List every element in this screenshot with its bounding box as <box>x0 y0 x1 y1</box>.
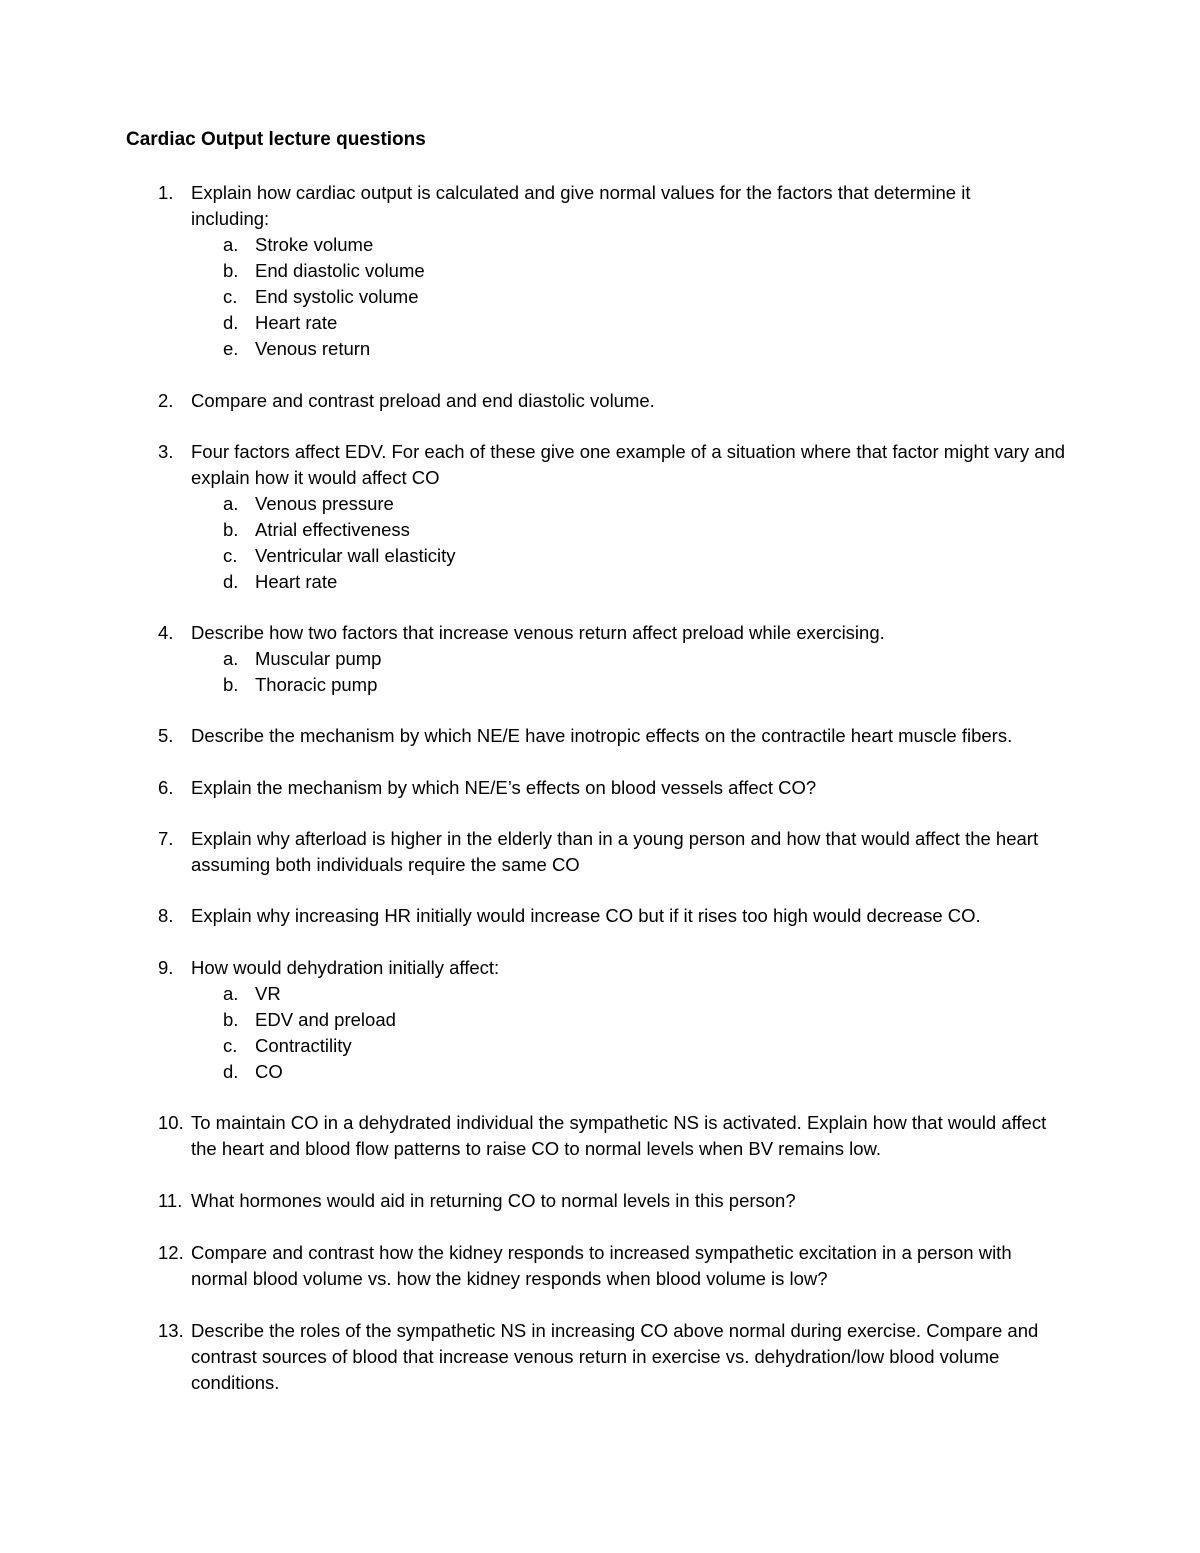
sub-item <box>0 981 1200 1007</box>
sub-item <box>0 336 1200 362</box>
sub-item <box>0 258 1200 284</box>
question-number: 1. <box>158 182 174 203</box>
question-number: 5. <box>158 725 174 746</box>
question-number: 4. <box>158 622 174 643</box>
question-number: 6. <box>158 777 174 798</box>
sub-item-letter: a. <box>223 234 239 255</box>
sub-item-letter: b. <box>223 674 239 695</box>
question-number: 13. <box>158 1320 184 1341</box>
sub-item-letter: a. <box>223 648 239 669</box>
sub-item <box>0 284 1200 310</box>
sub-item-letter: d. <box>223 312 239 333</box>
question-number: 11. <box>158 1190 183 1211</box>
sub-item-text: EDV and preload <box>255 1009 396 1030</box>
sub-item-letter: c. <box>223 286 238 307</box>
sub-item-letter: b. <box>223 519 239 540</box>
question-number: 7. <box>158 828 174 849</box>
question-text: Explain why increasing HR initially would increase CO but if it rises too high would decrease CO. <box>191 905 981 926</box>
question-text: Compare and contrast how the kidney responds to increased sympathetic excitation in a person with normal blood volume vs. how the kidney responds when blood volume is low? <box>191 1242 1012 1289</box>
sub-item-text: Venous pressure <box>255 493 394 514</box>
sub-item <box>0 569 1200 595</box>
sub-item <box>0 543 1200 569</box>
question-number: 9. <box>158 957 174 978</box>
sub-item-letter: b. <box>223 1009 239 1030</box>
question-text: Describe the roles of the sympathetic NS in increasing CO above normal during exercise. Compare and contrast sources of blood that increase venous return in exercise vs. dehydration/low blood volume conditions. <box>191 1320 1039 1393</box>
sub-item-letter: b. <box>223 260 239 281</box>
sub-item-letter: c. <box>223 1035 238 1056</box>
question-number: 12. <box>158 1242 184 1263</box>
question-text: Four factors affect EDV. For each of these give one example of a situation where that factor might vary and explain how it would affect CO <box>191 441 1066 488</box>
sub-item-letter: d. <box>223 1061 239 1082</box>
question-text: Compare and contrast preload and end diastolic volume. <box>191 390 655 411</box>
sub-item-text: Thoracic pump <box>255 674 378 695</box>
question-text: Describe how two factors that increase venous return affect preload while exercising. <box>191 622 885 643</box>
sub-item-text: Muscular pump <box>255 648 382 669</box>
question-text: Explain why afterload is higher in the elderly than in a young person and how that would affect the heart assuming both individuals require the same CO <box>191 828 1039 875</box>
sub-item <box>0 517 1200 543</box>
sub-item <box>0 310 1200 336</box>
sub-item-text: CO <box>255 1061 283 1082</box>
sub-item-text: End systolic volume <box>255 286 419 307</box>
question-text: To maintain CO in a dehydrated individual the sympathetic NS is activated. Explain how that would affect the heart and blood flow patterns to raise CO to normal levels when BV remains low. <box>191 1112 1047 1159</box>
question-number: 10. <box>158 1112 184 1133</box>
sub-item <box>0 1033 1200 1059</box>
question-number: 8. <box>158 905 174 926</box>
sub-item-letter: d. <box>223 571 239 592</box>
question-number: 2. <box>158 390 174 411</box>
sub-item <box>0 232 1200 258</box>
sub-item-letter: c. <box>223 545 238 566</box>
sub-item <box>0 1059 1200 1085</box>
question-number: 3. <box>158 441 174 462</box>
sub-item-text: Contractility <box>255 1035 352 1056</box>
sub-item-letter: a. <box>223 983 239 1004</box>
sub-item-text: Stroke volume <box>255 234 374 255</box>
sub-item <box>0 646 1200 672</box>
question-text: Explain the mechanism by which NE/E’s effects on blood vessels affect CO? <box>191 777 817 798</box>
sub-item-text: Atrial effectiveness <box>255 519 410 540</box>
sub-item-letter: e. <box>223 338 239 359</box>
sub-item <box>0 491 1200 517</box>
question-text: Describe the mechanism by which NE/E have inotropic effects on the contractile heart muscle fibers. <box>191 725 1013 746</box>
question-text: Explain how cardiac output is calculated and give normal values for the factors that determine it including: <box>191 182 971 229</box>
sub-item-letter: a. <box>223 493 239 514</box>
sub-item-text: VR <box>255 983 281 1004</box>
sub-item <box>0 1007 1200 1033</box>
document-title: Cardiac Output lecture questions <box>126 129 426 150</box>
sub-item-text: End diastolic volume <box>255 260 425 281</box>
sub-item-text: Ventricular wall elasticity <box>255 545 456 566</box>
question-text: What hormones would aid in returning CO to normal levels in this person? <box>191 1190 796 1211</box>
sub-item <box>0 672 1200 698</box>
question-text: How would dehydration initially affect: <box>191 957 500 978</box>
sub-item-text: Venous return <box>255 338 371 359</box>
sub-item-text: Heart rate <box>255 312 338 333</box>
sub-item-text: Heart rate <box>255 571 338 592</box>
